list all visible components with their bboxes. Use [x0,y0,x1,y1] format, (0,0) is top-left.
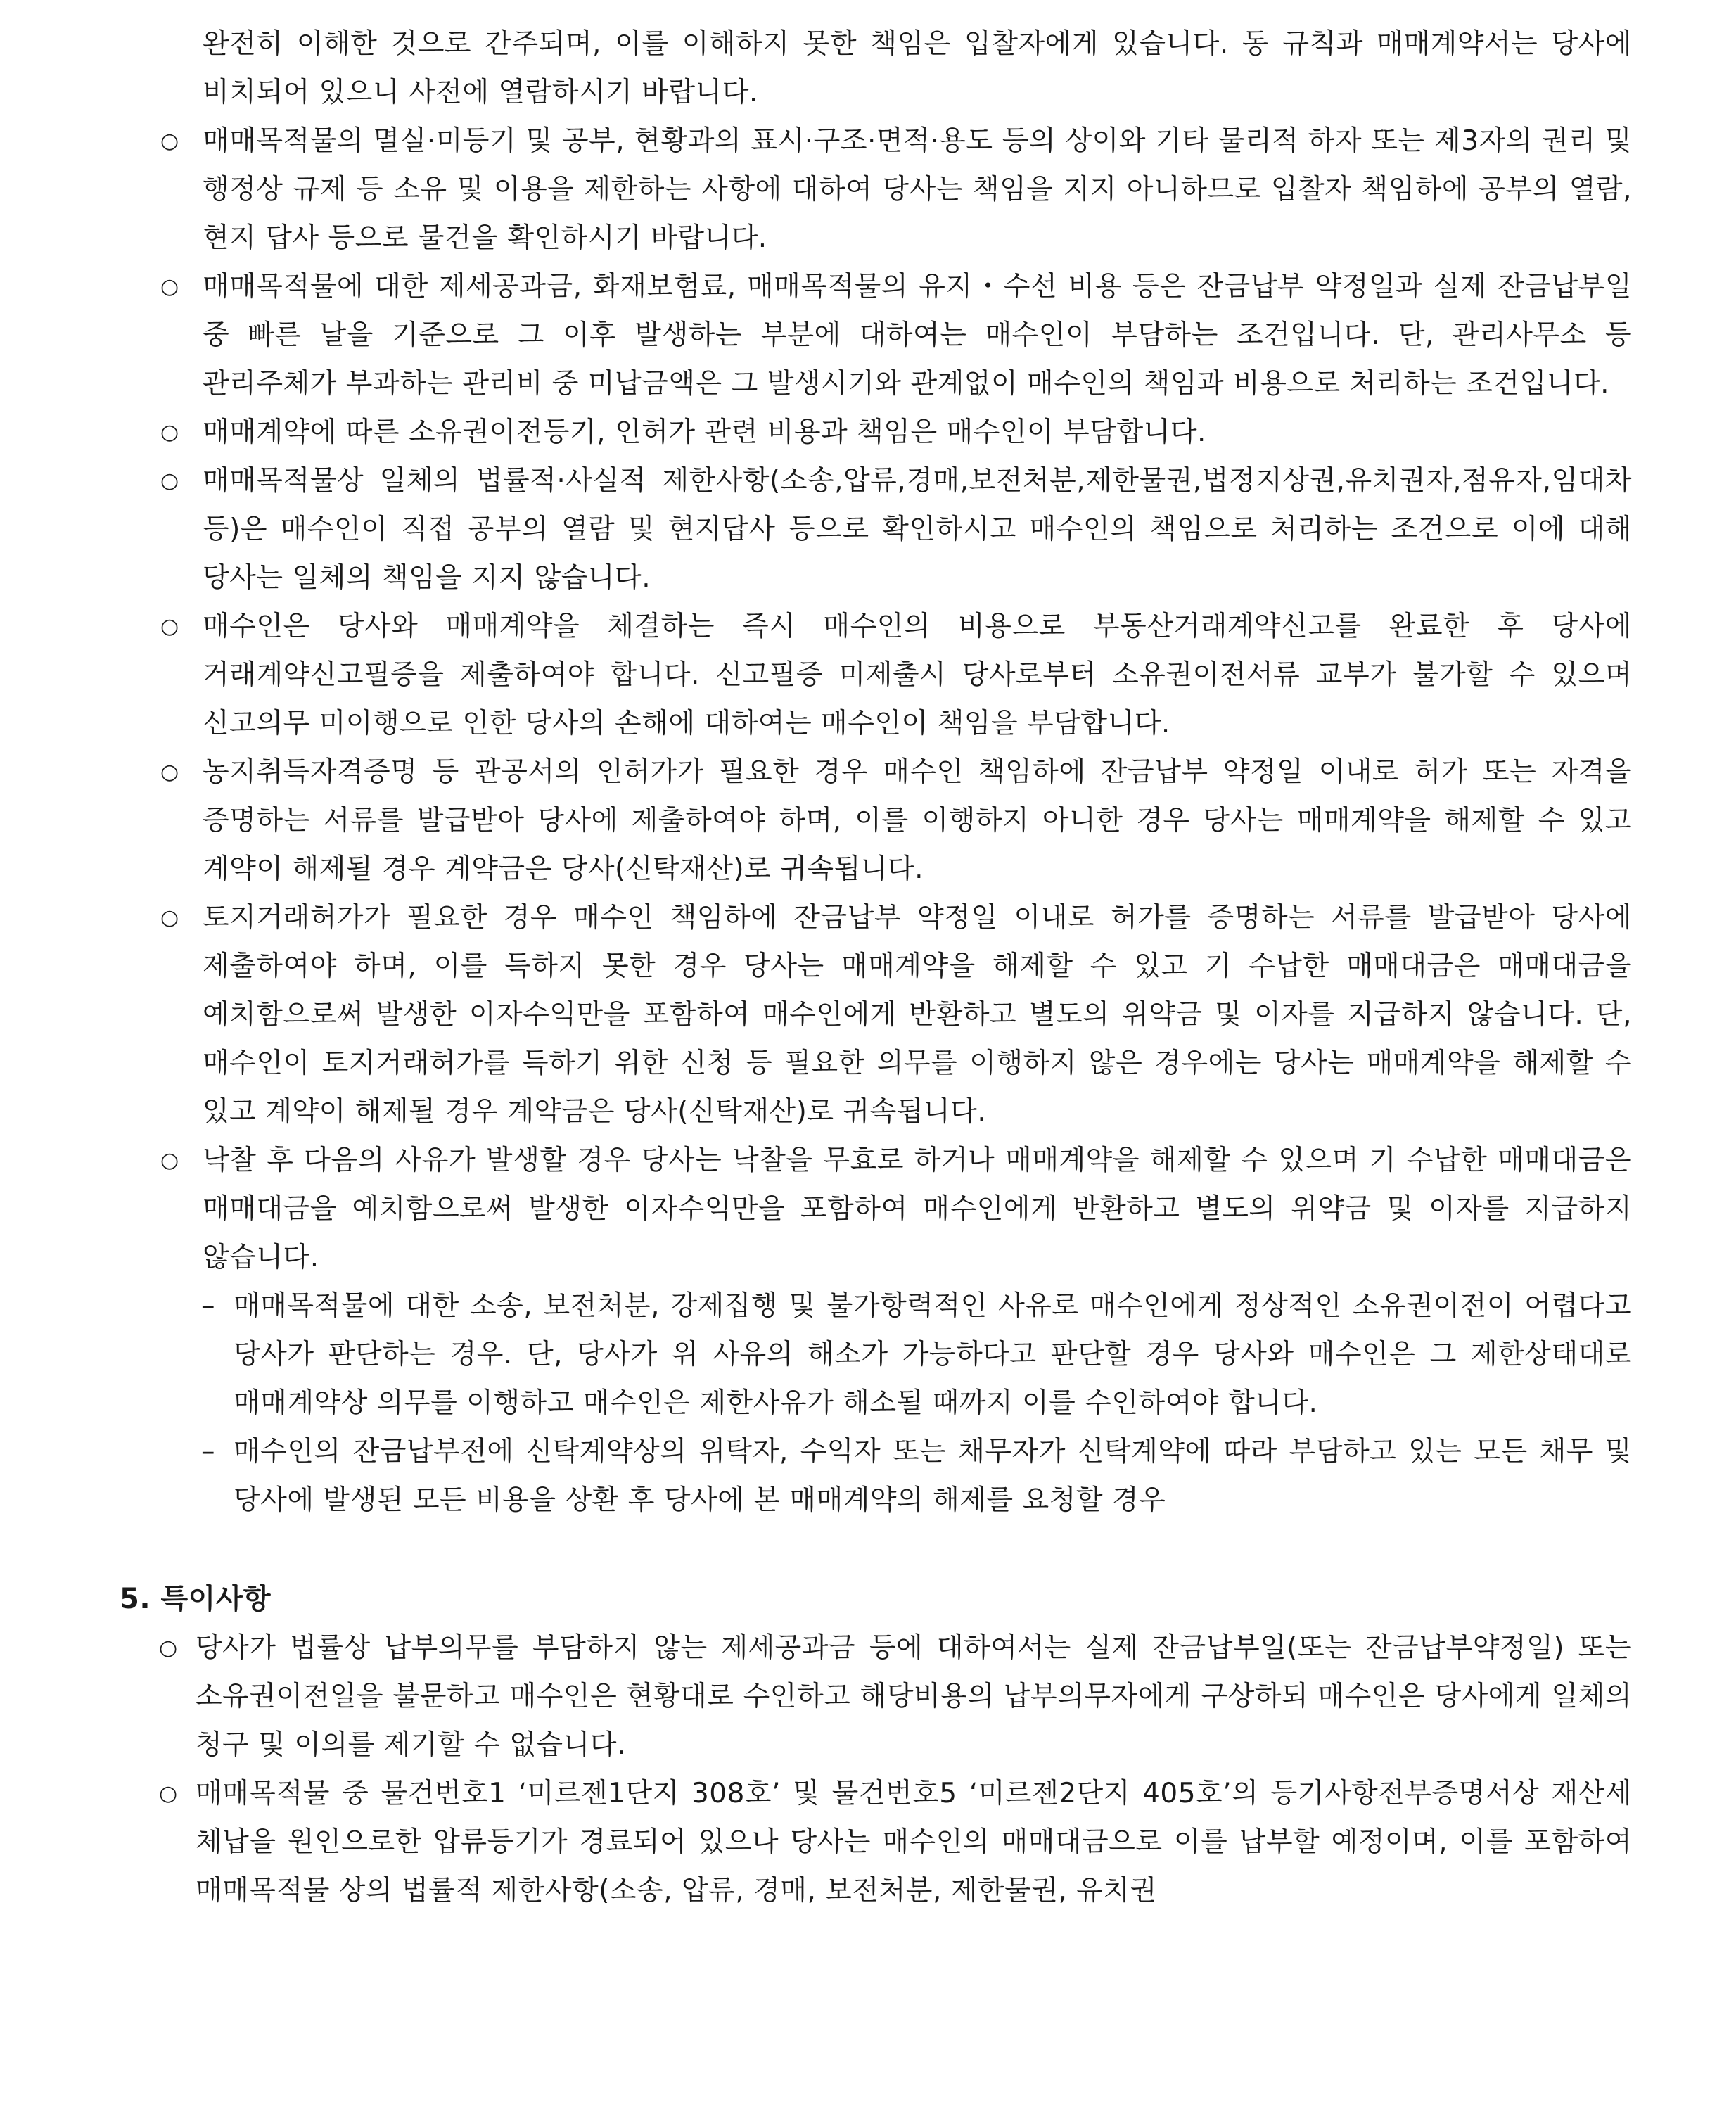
bullet-item [120,748,1632,893]
bullet-text: 농지취득자격증명 등 관공서의 인허가가 필요한 경우 매수인 책임하에 잔금납부 약정일 이내로 허가 또는 자격을 증명하는 서류를 발급받아 당사에 제출하여야 하며, 이를 이행하지 아니한 경우 당사는 매매계약을 해제할 수 있고 계약이 해제될 경우 계약금은 당사(신탁재산)로 귀속됩니다. [203,756,1632,885]
bullet-item [120,1769,1632,1915]
bullet-item [120,893,1632,1136]
bullet-text: 당사가 법률상 납부의무를 부담하지 않는 제세공과금 등에 대하여서는 실제 잔금납부일(또는 잔금납부약정일) 또는 소유권이전일을 불문하고 매수인은 현황대로 수인하고 해당비용의 납부의무자에게 구상하되 매수인은 당사에게 일체의 청구 및 이의를 제기할 수 없습니다. [196,1632,1632,1761]
bullet-item [120,457,1632,602]
circle-bullet-icon: ○ [160,614,179,639]
bullet-text: 매매계약에 따른 소유권이전등기, 인허가 관련 비용과 책임은 매수인이 부담합니다. [203,416,1206,448]
circle-bullet-icon: ○ [160,1148,179,1173]
document-body [120,20,1632,1915]
intro-continuation: 완전히 이해한 것으로 간주되며, 이를 이해하지 못한 책임은 입찰자에게 있습니다. 동 규칙과 매매계약서는 당사에 비치되어 있으니 사전에 열람하시기 바랍니다. [203,28,1632,108]
circle-bullet-icon: ○ [159,1636,178,1660]
dash-bullet-icon: – [201,1436,215,1467]
bullet-item [120,1136,1632,1282]
bullet-text: 매수인은 당사와 매매계약을 체결하는 즉시 매수인의 비용으로 부동산거래계약신고를 완료한 후 당사에 거래계약신고필증을 제출하여야 합니다. 신고필증 미제출시 당사로부터 소유권이전서류 교부가 불가할 수 있으며 신고의무 미이행으로 인한 당사의 손해에 대하여는 매수인이 책임을 부담합니다. [203,611,1632,739]
bullet-item [120,117,1632,262]
bullet-item [120,408,1632,457]
circle-bullet-icon: ○ [160,760,179,784]
bullet-item [120,262,1632,408]
bullet-text: 낙찰 후 다음의 사유가 발생할 경우 당사는 낙찰을 무효로 하거나 매매계약을 해제할 수 있으며 기 수납한 매매대금은 매매대금을 예치함으로써 발생한 이자수익만을 포함하여 매수인에게 반환하고 별도의 위약금 및 이자를 지급하지 않습니다. [203,1145,1632,1273]
sub-item-text: 매매목적물에 대한 소송, 보전처분, 강제집행 및 불가항력적인 사유로 매수인에게 정상적인 소유권이전이 어렵다고 당사가 판단하는 경우. 단, 당사가 위 사유의 해소가 가능하다고 판단할 경우 당사와 매수인은 그 제한상태대로 매매계약상 의무를 이행하고 매수인은 제한사유가 해소될 때까지 이를 수인하여야 합니다. [234,1290,1632,1419]
circle-bullet-icon: ○ [160,129,179,153]
bullet-text: 매매목적물에 대한 제세공과금, 화재보험료, 매매목적물의 유지・수선 비용 등은 잔금납부 약정일과 실제 잔금납부일 중 빠른 날을 기준으로 그 이후 발생하는 부분에 대하여는 매수인이 부담하는 조건입니다. 단, 관리사무소 등 관리주체가 부과하는 관리비 중 미납금액은 그 발생시기와 관계없이 매수인의 책임과 비용으로 처리하는 조건입니다. [203,271,1632,400]
bullet-text: 매매목적물상 일체의 법률적·사실적 제한사항(소송,압류,경매,보전처분,제한물권,법정지상권,유치권자,점유자,임대차 등)은 매수인이 직접 공부의 열람 및 현지답사 등으로 확인하시고 매수인의 책임으로 처리하는 조건으로 이에 대해 당사는 일체의 책임을 지지 않습니다. [203,465,1632,594]
bullet-text: 매매목적물의 멸실·미등기 및 공부, 현황과의 표시·구조·면적·용도 등의 상이와 기타 물리적 하자 또는 제3자의 권리 및 행정상 규제 등 소유 및 이용을 제한하는 사항에 대하여 당사는 책임을 지지 아니하므로 입찰자 책임하에 공부의 열람, 현지 답사 등으로 물건을 확인하시기 바랍니다. [203,125,1632,254]
circle-bullet-icon: ○ [160,420,179,445]
sub-item [120,1282,1632,1427]
sub-item-text: 매수인의 잔금납부전에 신탁계약상의 위탁자, 수익자 또는 채무자가 신탁계약에 따라 부담하고 있는 모든 채무 및 당사에 발생된 모든 비용을 상환 후 당사에 본 매매계약의 해제를 요청할 경우 [234,1436,1632,1516]
circle-bullet-icon: ○ [160,905,179,930]
circle-bullet-icon: ○ [159,1781,178,1806]
section-5-list [120,1624,1632,1915]
section-title: 5. 특이사항 [120,1583,272,1615]
bullet-text: 토지거래허가가 필요한 경우 매수인 책임하에 잔금납부 약정일 이내로 허가를 증명하는 서류를 발급받아 당사에 제출하여야 하며, 이를 득하지 못한 경우 당사는 매매계약을 해제할 수 있고 기 수납한 매매대금은 매매대금을 예치함으로써 발생한 이자수익만을 포함하여 매수인에게 반환하고 별도의 위약금 및 이자를 지급하지 않습니다. 단, 매수인이 토지거래허가를 득하기 위한 신청 등 필요한 의무를 이행하지 않은 경우에는 당사는 매매계약을 해제할 수 있고 계약이 해제될 경우 계약금은 당사(신탁재산)로 귀속됩니다. [203,902,1632,1128]
circle-bullet-icon: ○ [160,274,179,299]
bullet-item [120,1624,1632,1769]
bullet-item [120,602,1632,748]
sub-item [120,1427,1632,1524]
circle-bullet-icon: ○ [160,469,179,493]
dash-bullet-icon: – [201,1290,215,1322]
bullet-text: 매매목적물 중 물건번호1 ‘미르젠1단지 308호’ 및 물건번호5 ‘미르젠2단지 405호’의 등기사항전부증명서상 재산세 체납을 원인으로한 압류등기가 경료되어 있으나 당사는 매수인의 매매대금으로 이를 납부할 예정이며, 이를 포함하여 매매목적물 상의 법률적 제한사항(소송, 압류, 경매, 보전처분, 제한물권, 유치권 [196,1778,1632,1906]
